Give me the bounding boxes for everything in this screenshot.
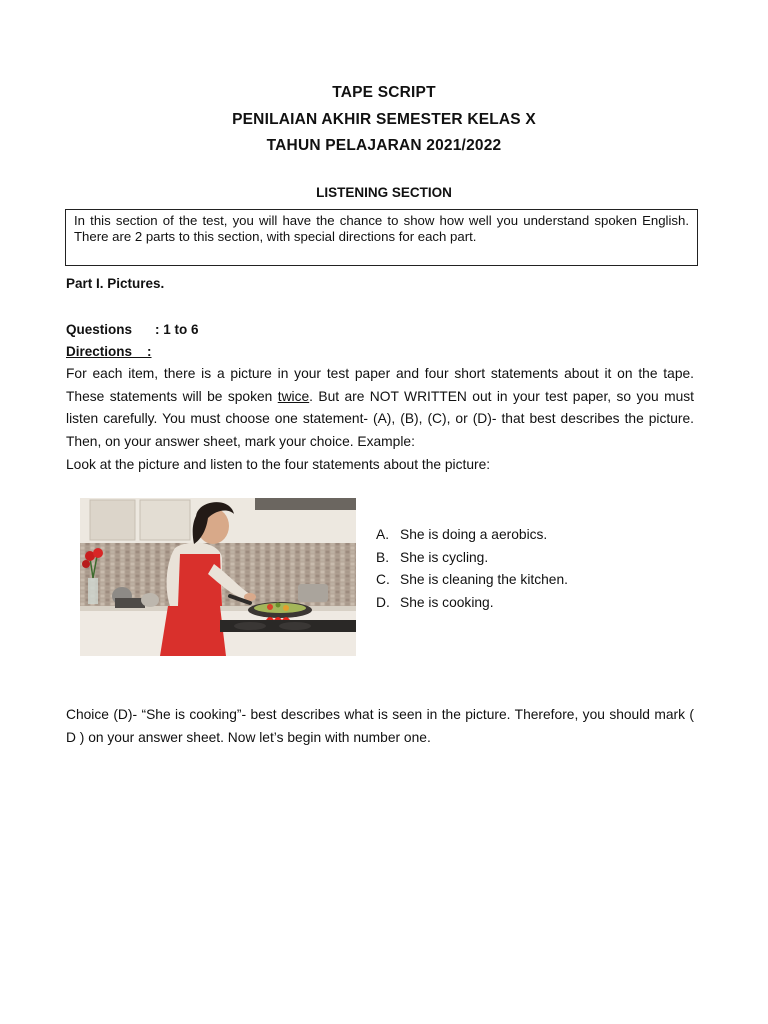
woman-cooking-illustration xyxy=(80,498,356,656)
directions-twice: twice xyxy=(277,388,310,404)
choice-text: She is cycling. xyxy=(400,549,489,565)
part-title: Part I. Pictures. xyxy=(66,276,165,291)
choice-letter: C. xyxy=(376,572,390,588)
list-item xyxy=(376,569,568,592)
choice-letter: D. xyxy=(376,594,390,610)
look-instruction: Look at the picture and listen to the four statements about the picture: xyxy=(66,457,491,472)
section-title: LISTENING SECTION xyxy=(316,185,452,200)
conclusion-paragraph: Choice (D)- “She is cooking”- best describes what is seen in the picture. Therefore, you should mark ( D ) on your answer sheet. Now let’s begin with number one. xyxy=(66,707,694,745)
answer-choices xyxy=(376,524,568,614)
choice-letter: B. xyxy=(376,549,390,565)
list-item xyxy=(376,592,568,615)
directions-text-b: . But are NOT WRITTEN out in your test paper, so you must listen carefully. You must choose one statement- (A), (B), (C), or (D)- that best describes the picture. Then, on your answer sheet, mark your choice. Example: xyxy=(66,388,694,449)
academic-year: TAHUN PELAJARAN 2021/2022 xyxy=(266,137,502,154)
doc-title: TAPE SCRIPT xyxy=(332,84,436,101)
list-item xyxy=(376,524,568,547)
questions-value: : 1 to 6 xyxy=(155,322,199,337)
list-item xyxy=(376,547,568,570)
questions-label: Questions xyxy=(66,322,133,337)
choice-text: She is cleaning the kitchen. xyxy=(400,572,568,588)
directions-text-a: For each item, there is a picture in your test paper and four short statements about it on the tape. These statements will be spoken xyxy=(66,366,694,404)
questions-row xyxy=(66,322,199,337)
choice-text: She is cooking. xyxy=(400,594,494,610)
directions-paragraph xyxy=(66,363,694,453)
intro-text: In this section of the test, you will have the chance to show how well you understand spoken English. There are 2 parts to this section, with special directions for each part. xyxy=(74,213,689,244)
choice-text: She is doing a aerobics. xyxy=(400,527,548,542)
choice-letter: A. xyxy=(376,527,390,542)
intro-box xyxy=(65,209,698,266)
example-picture xyxy=(80,498,356,656)
exam-name: PENILAIAN AKHIR SEMESTER KELAS X xyxy=(232,111,536,128)
directions-label: Directions : xyxy=(66,344,152,359)
